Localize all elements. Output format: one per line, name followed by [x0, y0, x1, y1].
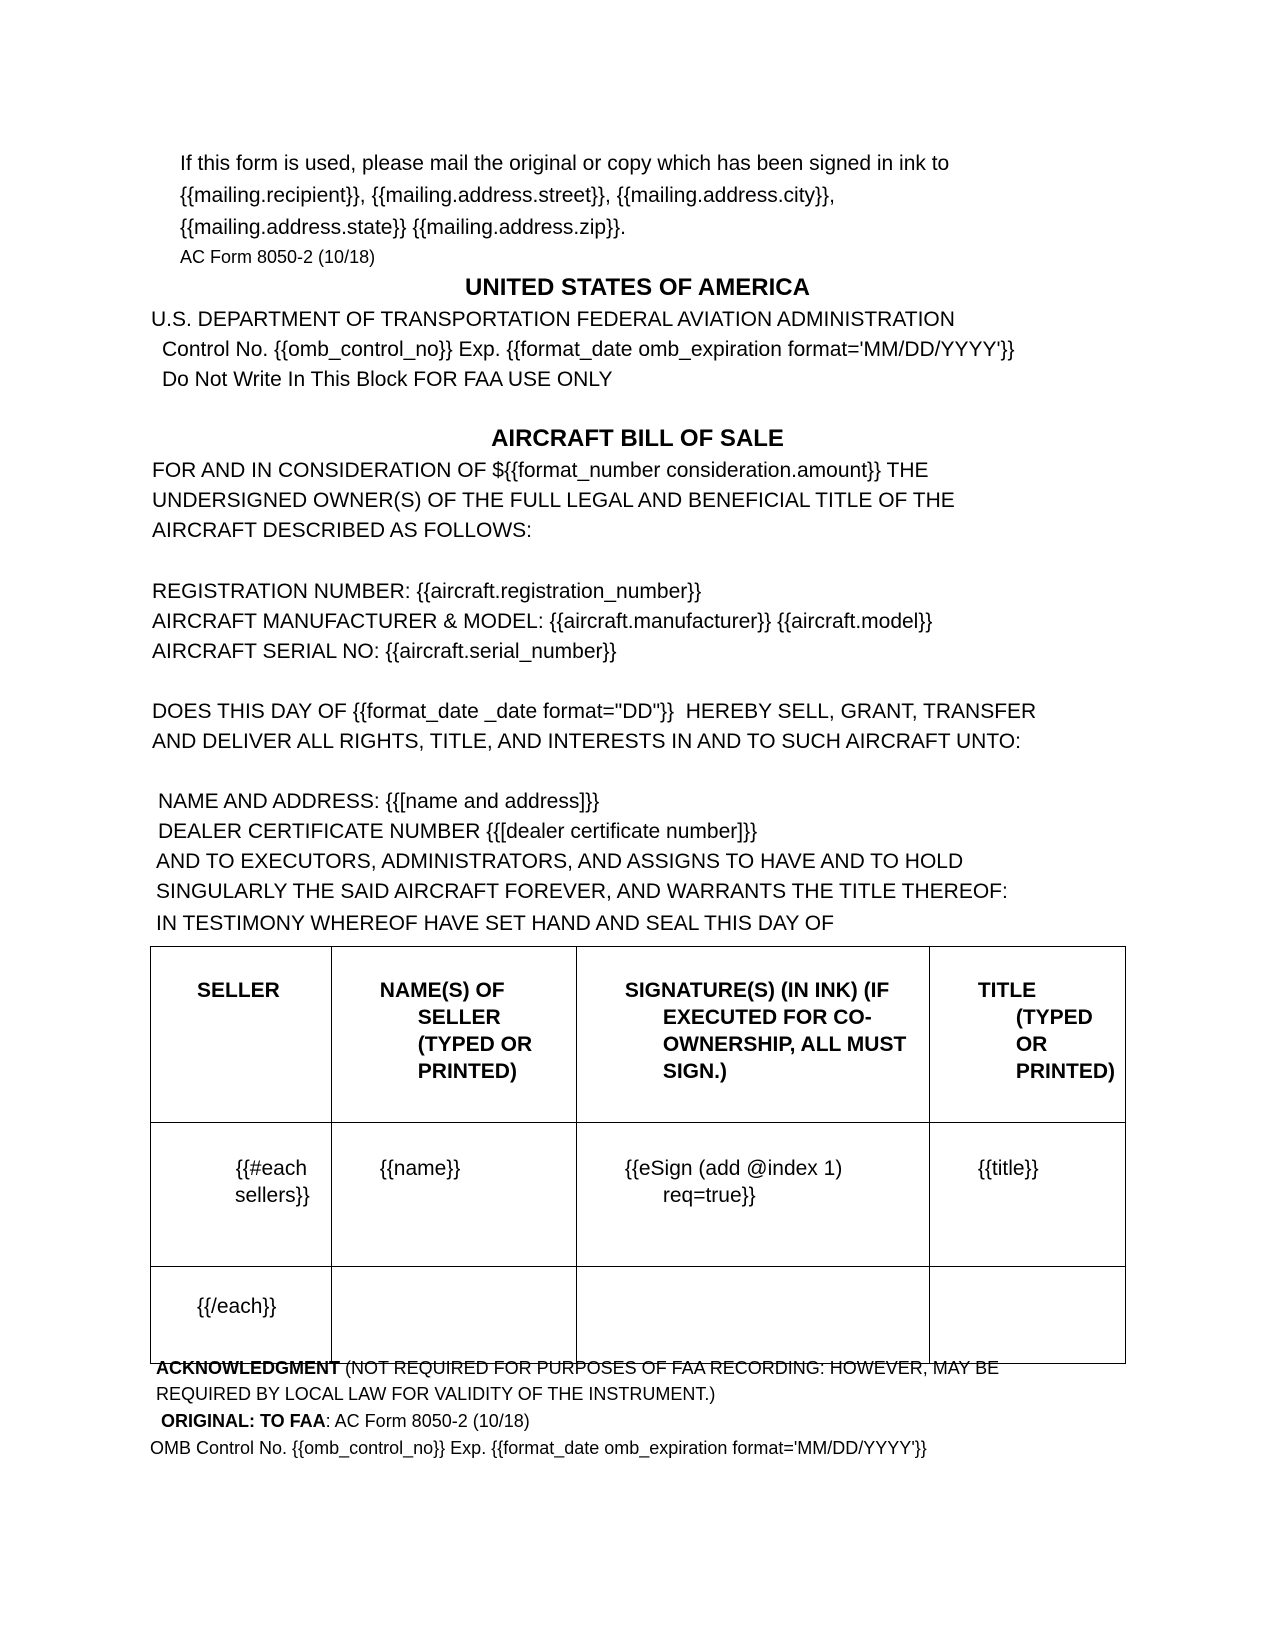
- mailing-line-3: {{mailing.address.state}} {{mailing.address.zip}}.: [180, 216, 626, 239]
- seller-name-cell[interactable]: {{name}}: [331, 1123, 576, 1267]
- seller-each-open-text: {{#each sellers}}: [235, 1157, 310, 1207]
- mailing-line-1: If this form is used, please mail the original or copy which has been signed in ink to: [180, 152, 950, 175]
- empty-cell: [576, 1267, 929, 1364]
- esign-field[interactable]: {{eSign (add @index 1) req=true}}: [624, 1157, 843, 1207]
- original-label: ORIGINAL: TO FAA: [161, 1411, 326, 1431]
- form-id: AC Form 8050-2 (10/18): [180, 247, 376, 267]
- header-seller-name-text: NAME(S) OF SELLER (TYPED OR PRINTED): [379, 979, 533, 1083]
- buyer-name-address: NAME AND ADDRESS: {{[name and address]}}: [158, 790, 600, 813]
- header-title-text: TITLE (TYPED OR PRINTED): [977, 979, 1116, 1083]
- dealer-certificate: DEALER CERTIFICATE NUMBER {{[dealer certificate number]}}: [158, 820, 758, 843]
- department-line: U.S. DEPARTMENT OF TRANSPORTATION FEDERAL AVIATION ADMINISTRATION: [151, 308, 955, 331]
- consideration-line: AIRCRAFT DESCRIBED AS FOLLOWS:: [152, 519, 533, 542]
- executors-line: SINGULARLY THE SAID AIRCRAFT FOREVER, AND WARRANTS THE TITLE THEREOF:: [156, 880, 1008, 903]
- table-row: [151, 1123, 1126, 1267]
- acknowledgment-line-2: REQUIRED BY LOCAL LAW FOR VALIDITY OF THE INSTRUMENT.): [156, 1384, 716, 1404]
- mailing-line-2: {{mailing.recipient}}, {{mailing.address.street}}, {{mailing.address.city}},: [180, 184, 835, 207]
- manufacturer-model: AIRCRAFT MANUFACTURER & MODEL: {{aircraft.manufacturer}} {{aircraft.model}}: [152, 610, 933, 633]
- consideration-line: FOR AND IN CONSIDERATION OF ${{format_number consideration.amount}} THE: [152, 459, 929, 482]
- header-seller-name: [331, 947, 576, 1123]
- faa-use-only-line: Do Not Write In This Block FOR FAA USE ONLY: [162, 368, 613, 391]
- transfer-line: AND DELIVER ALL RIGHTS, TITLE, AND INTERESTS IN AND TO SUCH AIRCRAFT UNTO:: [152, 730, 1021, 753]
- table-row: [151, 1267, 1126, 1364]
- header-signature: [576, 947, 929, 1123]
- original-to-faa-line: [161, 1409, 530, 1433]
- acknowledgment-text: (NOT REQUIRED FOR PURPOSES OF FAA RECORDING: HOWEVER, MAY BE: [339, 1358, 1000, 1378]
- serial-number: AIRCRAFT SERIAL NO: {{aircraft.serial_number}}: [152, 640, 617, 663]
- seller-each-close: {{/each}}: [151, 1267, 332, 1364]
- seller-signature-table: [150, 946, 1126, 1364]
- transfer-line: DOES THIS DAY OF {{format_date _date format="DD"}} HEREBY SELL, GRANT, TRANSFER: [152, 700, 1037, 723]
- seller-each-open: [151, 1123, 332, 1267]
- original-form-id: : AC Form 8050-2 (10/18): [325, 1411, 530, 1431]
- consideration-line: UNDERSIGNED OWNER(S) OF THE FULL LEGAL AND BENEFICIAL TITLE OF THE: [152, 489, 955, 512]
- bill-of-sale-title: AIRCRAFT BILL OF SALE: [491, 425, 784, 452]
- seller-title-cell[interactable]: {{title}}: [929, 1123, 1125, 1267]
- control-number-line: Control No. {{omb_control_no}} Exp. {{format_date omb_expiration format='MM/DD/YYYY'}}: [162, 338, 1015, 361]
- executors-line: AND TO EXECUTORS, ADMINISTRATORS, AND ASSIGNS TO HAVE AND TO HOLD: [156, 850, 964, 873]
- omb-control-line: OMB Control No. {{omb_control_no}} Exp. {{format_date omb_expiration format='MM/DD/YYYY'}}: [150, 1438, 927, 1458]
- table-header-row: [151, 947, 1126, 1123]
- empty-cell: [331, 1267, 576, 1364]
- country-title: UNITED STATES OF AMERICA: [465, 274, 810, 301]
- acknowledgment-line-1: [156, 1356, 999, 1380]
- header-title: [929, 947, 1125, 1123]
- empty-cell: [929, 1267, 1125, 1364]
- header-signature-text: SIGNATURE(S) (IN INK) (IF EXECUTED FOR CO-OWNERSHIP, ALL MUST SIGN.): [624, 979, 907, 1083]
- seller-signature-cell[interactable]: [576, 1123, 929, 1267]
- acknowledgment-label: ACKNOWLEDGMENT: [156, 1358, 340, 1378]
- registration-number: REGISTRATION NUMBER: {{aircraft.registration_number}}: [152, 580, 702, 603]
- testimony-line: IN TESTIMONY WHEREOF HAVE SET HAND AND SEAL THIS DAY OF: [156, 912, 834, 935]
- header-seller: SELLER: [151, 947, 332, 1123]
